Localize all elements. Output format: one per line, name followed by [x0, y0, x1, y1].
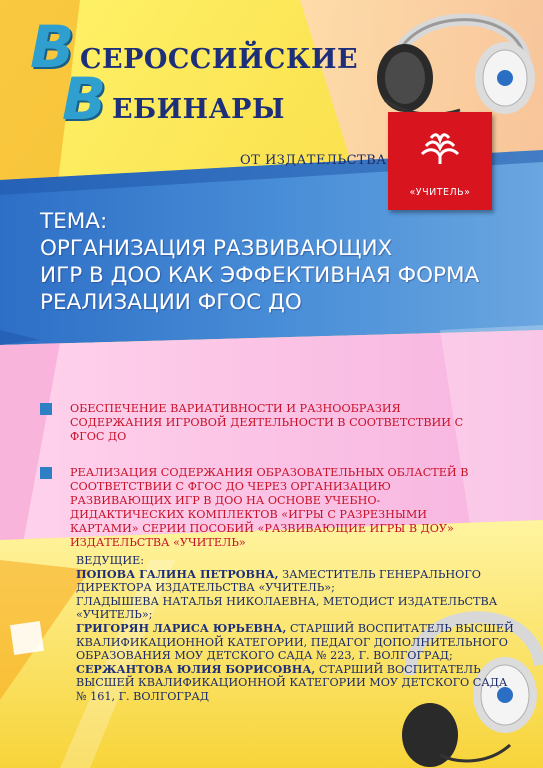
publisher-logo	[388, 112, 492, 210]
host-description: ЗАМЕСТИТЕЛЬ ГЕНЕРАЛЬНОГО ДИРЕКТОРА ИЗДАТЕЛЬСТВА «УЧИТЕЛЬ»;	[76, 567, 481, 595]
bullet-text: РЕАЛИЗАЦИЯ СОДЕРЖАНИЯ ОБРАЗОВАТЕЛЬНЫХ ОБЛАСТЕЙ В СООТВЕТСТВИИ С ФГОС ДО ЧЕРЕЗ ОРГАНИЗАЦИЮ РАЗВИВАЮЩИХ ИГР В ДОО НА ОСНОВЕ УЧЕБНО-ДИДАКТИЧЕСКИХ КОМПЛЕКТОВ «ИГРЫ С РАЗРЕЗНЫМИ КАРТАМИ» СЕРИИ ПОСОБИЙ «РАЗВИВАЮЩИЕ ИГРЫ В ДОУ» ИЗДАТЕЛЬСТВА «УЧИТЕЛЬ»	[70, 466, 469, 549]
hosts-block	[76, 554, 521, 704]
host-name: ПОПОВА ГАЛИНА ПЕТРОВНА,	[76, 566, 279, 581]
headphones-icon	[365, 0, 543, 130]
topic-line: ИГР В ДОО КАК ЭФФЕКТИВНАЯ ФОРМА	[40, 263, 480, 288]
host-entry: ГЛАДЫШЕВА НАТАЛЬЯ НИКОЛАЕВНА, МЕТОДИСТ ИЗДАТЕЛЬСТВА «УЧИТЕЛЬ»;	[76, 594, 498, 622]
logo-caption: «УЧИТЕЛЬ»	[409, 187, 471, 198]
host-name: ГРИГОРЯН ЛАРИСА ЮРЬЕВНА,	[76, 620, 287, 635]
brand-word-2: ЕБИНАРЫ	[112, 94, 285, 125]
hosts-label: ВЕДУЩИЕ:	[76, 554, 145, 567]
host-entry	[76, 568, 521, 595]
host-description: СТАРШИЙ ВОСПИТАТЕЛЬ ВЫСШЕЙ КВАЛИФИКАЦИОННОЙ КАТЕГОРИИ, ПЕДАГОГ ДОПОЛНИТЕЛЬНОГО ОБРАЗОВАНИЯ МОУ ДЕТСКОГО САДА № 223, Г. ВОЛГОГРАД;	[76, 621, 514, 663]
topic-label: ТЕМА:	[40, 209, 108, 234]
list-item	[40, 466, 480, 550]
book-logo-icon	[418, 124, 462, 168]
brand-word-1: СЕРОССИЙСКИЕ	[80, 44, 359, 75]
brand-initial-1: В	[30, 13, 75, 81]
bullet-square-icon	[40, 403, 52, 415]
topic-line: ОРГАНИЗАЦИЯ РАЗВИВАЮЩИХ	[40, 236, 393, 261]
host-entry	[76, 663, 521, 704]
bullet-text: ОБЕСПЕЧЕНИЕ ВАРИАТИВНОСТИ И РАЗНООБРАЗИЯ СОДЕРЖАНИЯ ИГРОВОЙ ДЕЯТЕЛЬНОСТИ В СООТВЕТСТВИИ С ФГОС ДО	[70, 402, 464, 443]
bullet-square-icon	[40, 467, 52, 479]
topic-line: РЕАЛИЗАЦИИ ФГОС ДО	[40, 290, 302, 315]
host-name: СЕРЖАНТОВА ЮЛИЯ БОРИСОВНА,	[76, 661, 316, 676]
topic-block	[40, 208, 520, 316]
host-description: СТАРШИЙ ВОСПИТАТЕЛЬ ВЫСШЕЙ КВАЛИФИКАЦИОННОЙ КАТЕГОРИИ МОУ ДЕТСКОГО САДА № 161, Г. ВОЛГОГРАД	[76, 662, 508, 703]
publisher-label: ОТ ИЗДАТЕЛЬСТВА	[240, 153, 387, 168]
list-item	[40, 402, 480, 444]
bullet-list	[40, 402, 480, 572]
brand-initial-2: В	[62, 65, 107, 133]
host-entry	[76, 622, 521, 663]
